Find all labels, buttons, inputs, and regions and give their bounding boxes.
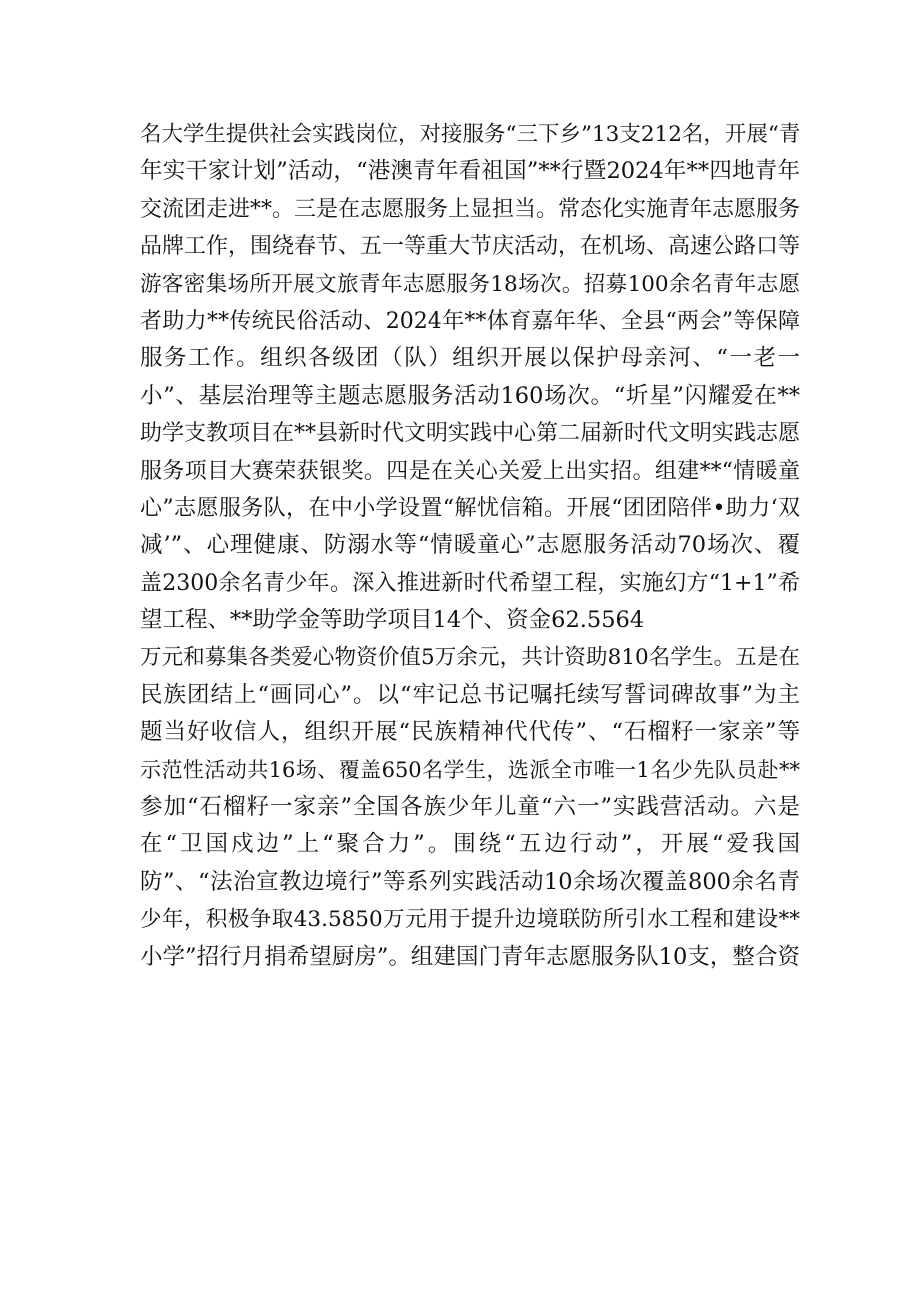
text-line-20: 在“卫国戍边”上“聚合力”。围绕“五边行动”，开展“爱我国 xyxy=(140,831,800,858)
text-line-17: 题当好收信人，组织开展“民族精神代代传”、“石榴籽一家亲”等 xyxy=(140,719,800,746)
text-line-3: 交流团走进**。三是在志愿服务上显担当。常态化实施青年志愿服务 xyxy=(140,196,800,222)
text-line-8: 小”、基层治理等主题志愿服务活动160场次。“圻星”闪耀爱在** xyxy=(140,382,800,409)
text-line-5: 游客密集场所开展文旅青年志愿服务18场次。招募100余名青年志愿 xyxy=(140,271,800,297)
text-line-19: 参加“石榴籽一家亲”全国各族少年儿童“六一”实践营活动。六是 xyxy=(140,794,800,821)
text-line-2: 年实干家计划”活动，“港澳青年看祖国”**行暨2024年**四地青年 xyxy=(140,158,800,185)
body-text xyxy=(140,116,800,976)
text-line-13: 盖2300余名青少年。深入推进新时代希望工程，实施幻方“1+1”希 xyxy=(140,570,800,596)
text-line-22: 少年，积极争取43.5850万元用于提升边境联防所引水工程和建设** xyxy=(140,907,800,933)
text-line-7: 服务工作。组织各级团（队）组织开展以保护母亲河、“一老一 xyxy=(140,345,800,372)
text-line-1: 名大学生提供社会实践岗位，对接服务“三下乡”13支212名，开展“青 xyxy=(140,122,800,147)
text-line-14: 望工程、**助学金等助学项目14个、资金62.5564 xyxy=(140,607,645,634)
text-line-4: 品牌工作，围绕春节、五一等重大节庆活动，在机场、高速公路口等 xyxy=(140,234,800,260)
text-line-21: 防”、“法治宣教边境行”等系列实践活动10余场次覆盖800余名青 xyxy=(140,868,800,895)
text-line-12: 减’”、心理健康、防溺水等“情暖童心”志愿服务活动70场次、覆 xyxy=(140,532,800,559)
text-line-9: 助学支教项目在**县新时代文明实践中心第二届新时代文明实践志愿 xyxy=(140,421,800,447)
text-line-16: 民族团结上“画同心”。以“牢记总书记嘱托续写誓词碑故事”为主 xyxy=(140,681,800,708)
text-line-6: 者助力**传统民俗活动、2024年**体育嘉年华、全县“两会”等保障 xyxy=(140,308,800,334)
text-line-11: 心”志愿服务队，在中小学设置“解忧信箱。开展“团团陪伴•助力‘双 xyxy=(140,495,800,521)
text-line-18: 示范性活动共16场、覆盖650名学生，选派全市唯一1名少先队员赴** xyxy=(140,757,800,782)
text-line-15: 万元和募集各类爱心物资价值5万余元，共计资助810名学生。五是在 xyxy=(140,645,800,671)
text-line-10: 服务项目大赛荣获银奖。四是在关心关爱上出实招。组建**“情暖童 xyxy=(140,458,800,484)
text-line-23: 小学”招行月捐希望厨房”。组建国门青年志愿服务队10支，整合资 xyxy=(140,943,800,970)
